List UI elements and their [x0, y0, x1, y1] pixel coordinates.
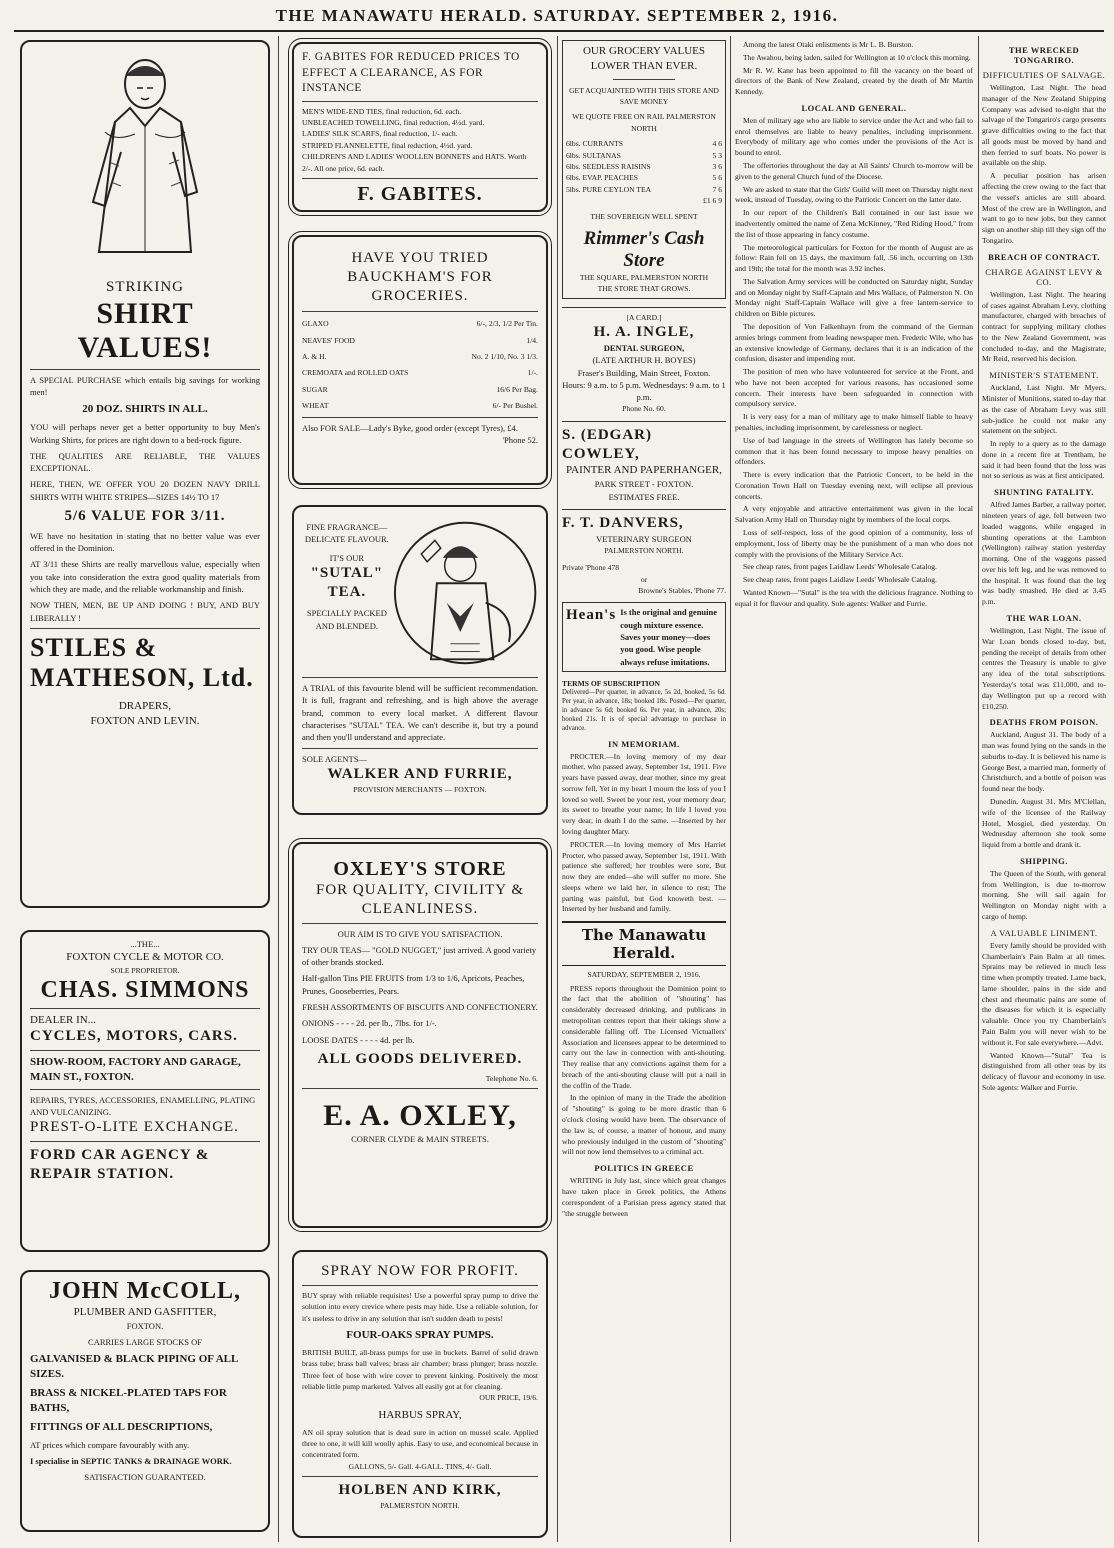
proprietor-name: CHAS. SIMMONS [40, 976, 250, 1003]
news-paragraph: The offertories throughout the day at All Saints' Church to-morrow will be given to the general Church fund of the Diocese. [735, 161, 973, 181]
item-price: 6/-, 2/3, 1/2 Per Tin. [476, 319, 538, 329]
sale-note: Also FOR SALE—Lady's Byke, good order (except Tyres), £4. [302, 422, 518, 433]
item-price: 3 6 [712, 162, 722, 172]
bauckham-groceries-ad [292, 235, 548, 485]
agents-firm: WALKER AND FURRIE, [327, 765, 513, 782]
grocery-get-text: GET ACQUAINTED WITH THIS STORE AND SAVE MONEY [569, 85, 719, 107]
drapers-label: DRAPERS, [118, 700, 172, 713]
firm-name: STILES & [30, 633, 158, 663]
ingle-address: Fraser's Building, Main Street, Foxton. [577, 367, 711, 378]
goods-label: CYCLES, MOTORS, CARS. [30, 1028, 238, 1045]
oxley-address: CORNER CLYDE & MAIN STREETS. [351, 1134, 489, 1145]
news-heading: THE WAR LOAN. [1006, 613, 1082, 624]
terms-body: Delivered—Per quarter, in advance, 5s 2d, booked, 5s 6d. Per year, in advance, 18s; booked 18s. Posted—Per quarter, in advance 5s 6d; booked 6s. Per year, in advance, 20s; booked 21s. It is of special advantage to purchase in advance. [562, 689, 726, 732]
plumber-name: JOHN McCOLL, [49, 1278, 241, 1304]
gallons-price: GALLONS, 5/- Gall. 4-GALL. TINS, 4/- Gall. [348, 1461, 492, 1471]
body-text: WE have no hesitation in stating that no better value was ever offered in the Dominion. [30, 530, 260, 554]
firm-name: MATHESON, Ltd. [30, 663, 254, 693]
news-paragraph: Auckland, Last Night. Mr Myers, Minister of Munitions, stated to-day that as the case of Abraham Levy was still sub-judice he could not make any statement on the subject. [982, 383, 1106, 436]
list-item [302, 384, 538, 395]
danvers-town: PALMERSTON NORTH. [604, 545, 684, 555]
editorial-paragraph: PRESS reports throughout the Dominion point to the fact that the abolition of "shouting" has considerably decreased drinking, and publicans in metropolitan centres report that their takings show a considerable falling off. The Licensed Victuallers' Association and licensees appear to be determined to carry out the law in connection with anti-shouting. They realise that any convictions against them for a breach of the anti-shouting clause will put a nail in the coffin of the Trade. [562, 983, 726, 1090]
news-subheading: MINISTER'S STATEMENT. [989, 370, 1099, 381]
column-rule [557, 36, 558, 1542]
town-label: FOXTON. [126, 1320, 164, 1331]
spray-pump-ad [292, 1250, 548, 1538]
masthead: THE MANAWATU HERALD. SATURDAY. SEPTEMBER 2, 1916. [275, 6, 839, 25]
danvers-phone: Private 'Phone 478 [562, 563, 620, 573]
item-name: 6lbs. SEEDLESS RAISINS [566, 162, 651, 172]
news-paragraph: The Queen of the South, with general from Wellington, is due to-morrow morning. She will sail again for Wellington on Monday night with a cargo of hemp. [982, 868, 1106, 921]
news-paragraph: The Awahou, being laden, sailed for Wellington at 10 o'clock this morning. [743, 52, 971, 62]
towns-label: FOXTON AND LEVIN. [90, 714, 200, 727]
news-paragraph: In reply to a query as to the damage done in a recent fire at Trentham, he said it had been found that the loss was not so serious as was at first anticipated. [982, 439, 1106, 481]
danvers-name: F. T. DANVERS, [562, 514, 684, 531]
list-item [302, 367, 538, 378]
sutal-tea-ad [292, 505, 548, 815]
local-general-heading: LOCAL AND GENERAL. [801, 102, 907, 113]
packed-text: SPECIALLY PACKED AND BLENDED. [306, 608, 387, 631]
list-item [302, 318, 538, 329]
terms-heading: TERMS OF SUBSCRIPTION [562, 679, 661, 689]
item-name: A. & H. [302, 352, 327, 362]
news-paragraph: The position of men who have volunteered for service at the Front, and who have not been accepted for various reasons, has occasioned some concern. Their interests have been safeguarded in connection with compulsory service. [735, 367, 973, 409]
oxley-headline: OXLEY'S STORE [333, 858, 507, 880]
sovereign-text: THE SOVEREIGN WELL SPENT [590, 211, 698, 221]
item-price: No. 2 1/10, No. 3 1/3. [471, 352, 538, 362]
cowley-address: PARK STREET - FOXTON. [594, 479, 694, 490]
list-item: MEN'S WIDE-END TIES, final reduction, 6d. each. [302, 106, 462, 116]
item-price: 5 3 [712, 150, 722, 160]
hean-text: Is the original and genuine cough mixture essence. Saves your money—does you good. Wise people always refuse imitations. [620, 607, 718, 667]
tea-herald-illustration [392, 513, 538, 673]
list-item [566, 184, 722, 195]
news-paragraph: Dunedin, August 31. Mrs M'Clellan, wife of the licensee of the Railway Hotel, Mosgiel, died yesterday. On Wednesday afternoon she took some liquid from a bottle and drank it. [982, 796, 1106, 850]
news-subheading: A VALUABLE LINIMENT. [990, 927, 1098, 938]
masthead-rule [14, 30, 1104, 32]
item-price: 5 6 [712, 173, 722, 183]
grocery-quote-text: WE QUOTE FREE ON RAIL PALMERSTON NORTH [572, 112, 716, 133]
list-item [566, 161, 722, 172]
news-paragraph: Every family should be provided with Chamberlain's Pain Balm at all times. Sprains may be relieved in much less time when promptly treated. Lame back, lame shoulder, pains in the side and chest and rheumatic pains are some of the diseases for which it is especially valuable. Once you try Chamberlain's Pain Balm you will never wish to be without it. For sale everywhere.—Advt. [982, 940, 1106, 1047]
grocery-total: £1 6 9 [703, 196, 722, 206]
list-item [302, 400, 538, 411]
sutal-tea-name: "SUTAL" TEA. [310, 564, 384, 600]
column-rule [978, 36, 979, 1542]
list-item: LADIES' SILK SCARFS, final reduction, 1/- each. [302, 129, 458, 139]
teas-text: TRY OUR TEAS— "GOLD NUGGET," just arrived. A good variety of other brands stocked. [302, 944, 537, 968]
news-paragraph: Alfred James Barber, a railway porter, nineteen years of age, fell between two loaded waggons, while engaged in shunting operations at the Lambton (Wellington) railway station yesterday morning. One of the waggons passed over his left leg, and he was removed to the hospital. It was found that the leg was badly smashed. He died at 3.45 p.m. [982, 500, 1106, 607]
holben-kirk-town: PALMERSTON NORTH. [380, 1500, 460, 1510]
column-4 [735, 40, 973, 1540]
column-rule [278, 36, 279, 1542]
editorial-paragraph: In the opinion of many in the Trade the abolition of "shouting" is going to be more drastic than 6 o'clock closing would have been. The observance of the law is, of course, a matter of honour, and many who previously indulged in the custom of "shouting" will not now lend themselves to a criminal act. [562, 1093, 726, 1157]
cowley-estimates: ESTIMATES FREE. [608, 491, 680, 502]
gabites-headline: F. GABITES FOR REDUCED PRICES TO EFFECT A CLEARANCE, AS FOR INSTANCE [302, 51, 520, 95]
paper-date: SATURDAY, SEPTEMBER 2, 1916. [587, 970, 701, 980]
list-item [566, 138, 722, 149]
danvers-or: or [640, 574, 648, 584]
ingle-name: H. A. INGLE, [593, 324, 695, 341]
news-paragraph: Loss of self-respect, loss of the good opinion of a community, loss of employment, loss of liberty may be the punishment of a man who does not comply with the provisions of the Military Service Act. [735, 528, 973, 559]
news-paragraph: Wellington, Last Night. The hearing of cases against Abraham Levy, clothing manufacturer, charged with breaches of contract for supplying military clothes to the New Zealand Government, was concluded to-day, and the Magistrate, Mr Reid, reserved his decision. [982, 289, 1106, 364]
mccoll-plumber-ad [20, 1270, 270, 1532]
hean-brand: Hean's [566, 607, 617, 624]
fresh-text: FRESH ASSORTMENTS OF BISCUITS AND CONFECTIONERY. [302, 1002, 538, 1013]
man-in-shirt-illustration [85, 52, 205, 272]
specialise-note: I specialise in SEPTIC TANKS & DRAINAGE WORK. [30, 1456, 232, 1466]
item-name: CREMOATA and ROLLED OATS [302, 368, 409, 378]
spray-body: BUY spray with reliable requisites! Use a powerful spray pump to drive the solution into every crevice where pests may hide. Use a reliable solution, for it's useless to drive in any solution that isn't sudden death to pests! [302, 1290, 538, 1323]
item-name: WHEAT [302, 401, 329, 411]
carries-text: CARRIES LARGE STOCKS OF [88, 1337, 202, 1348]
grocery-headline: OUR GROCERY VALUES LOWER THAN EVER. [582, 45, 706, 72]
rimmers-slogan: THE STORE THAT GROWS. [597, 284, 691, 294]
column-3 [562, 40, 726, 1221]
pie-text: Half-gallon Tins PIE FRUITS from 1/3 to 1/6, Apricots, Peaches, Prunes, Gooseberries, Pears. [302, 973, 525, 996]
spray-body: AN oil spray solution that is dead sure in action on mussel scale. Applied three to one, it will kill woolly aphis. Easy to use, and economical because in concentrated form. [302, 1427, 538, 1460]
news-heading: DEATHS FROM POISON. [989, 717, 1099, 728]
memoriam-notice: PROCTER.—In loving memory of Mrs Harriet Procter, who passed away, September 1st, 1911. With patience she suffered; her troubles were sore, But now they are ended—she will suffer no more. She sleeps where we laid her, in silence to rest; The parting was painful, but God knoweth best. —Inserted by her husband and family. [562, 839, 726, 914]
spray-body: BRITISH BUILT, all-brass pumps for use in buckets. Barrel of solid drawn brass tube; brass ball valves; brass air chamber; brass plunger; brass nozzle. Three feet of hose with wire cover to prevent kinking. Positively the most reliable little pump marketed. Valves all easily got at for cleaning. [302, 1347, 538, 1391]
body-text: AT 3/11 these Shirts are really marvellous value, especially when you take into consideration the extra good quality materials from which they are made, and the reliable workmanship and finish. [30, 559, 260, 595]
oxley-name: E. A. OXLEY, [323, 1099, 517, 1133]
harbus-heading: HARBUS SPRAY, [378, 1408, 462, 1421]
phone-note: 'Phone 52. [502, 434, 538, 445]
spray-headline: SPRAY NOW FOR PROFIT. [321, 1263, 519, 1279]
rimmers-logo: Rimmer's Cash Store [583, 227, 705, 271]
body-text: NOW THEN, MEN, BE UP AND DOING ! BUY, AND BUY LIBERALLY ! [30, 600, 260, 623]
trade-label: PLUMBER AND GASFITTER, [73, 1306, 217, 1318]
guarantee-note: SATISFACTION GUARANTEED. [84, 1472, 206, 1483]
card-label: [A CARD.] [626, 312, 662, 322]
danvers-phone: Browne's Stables, 'Phone 77. [638, 586, 726, 596]
bauckham-headline: HAVE YOU TRIED BAUCKHAM'S FOR GROCERIES. [347, 250, 493, 304]
news-paragraph: The Salvation Army services will be conducted on Saturday night, Sunday and on Monday night by Staff-Captain and Mrs Wallace, of Palmerston N. On Monday night Staff-Captain Wallace will give a free lantern-service to children on Bible pictures. [735, 276, 973, 319]
price-note: AT prices which compare favourably with any. [30, 1439, 190, 1450]
item-name: GLAXO [302, 319, 329, 329]
news-subheading: DIFFICULTIES OF SALVAGE. [982, 70, 1106, 80]
sutal-body: A TRIAL of this favourite blend will be sufficient recommendation. It is full, fragrant and refreshing, and is high above the average brand, common to every local market. A different flavour characterises "SUTAL" TEA. We can't describe it, but try a pound and then you'll understand and appreciate. [302, 683, 538, 743]
item-name: SUGAR [302, 384, 328, 394]
cowley-name: S. (EDGAR) COWLEY, [562, 426, 653, 462]
news-heading: SHIPPING. [1020, 855, 1068, 866]
showroom-text: SHOW-ROOM, FACTORY AND GARAGE, MAIN ST., FOXTON. [30, 1056, 241, 1083]
sole-proprietor-label: SOLE PROPRIETOR. [110, 966, 180, 976]
memoriam-heading: IN MEMORIAM. [608, 738, 680, 749]
column-5 [982, 40, 1106, 1540]
news-paragraph: See cheap rates, front pages Laidlaw Leeds' Wholesale Catalog. [743, 575, 937, 585]
ford-agency-text: FORD CAR AGENCY & REPAIR STATION. [30, 1147, 210, 1182]
news-paragraph: Wanted Known—"Sutal" is the tea with the delicious fragrance. Nothing to equal it for flavour and quality. Sole agents: Walker and Furrie. [735, 587, 973, 608]
dealer-label: DEALER IN... [30, 1013, 96, 1026]
four-oaks-heading: FOUR-OAKS SPRAY PUMPS. [346, 1328, 494, 1341]
item-name: 6lbs. CURRANTS [566, 139, 623, 149]
list-item: CHILDREN'S AND LADIES' WOOLLEN BONNETS and HATS. Worth 2/-. All one price, 6d. each. [302, 152, 527, 173]
memoriam-notice: PROCTER.—In loving memory of my dear mother, who passed away, September 1st, 1911. Five years have passed away, dear mother, since my great sorrow fell, Yet in my heart I mourn the loss of you I loved so well. Sweet be your rest, your memory dear; its sweet to breathe your name; In life I loved you very dear, in death I do the same. —Inserted by her loving daughter Mary. [562, 751, 726, 837]
list-item [302, 351, 538, 362]
column-rule [730, 36, 731, 1542]
news-paragraph: The meteorological particulars for Foxton for the month of August are as follow: Rain fell on 15 days, the maximum fall, .56 inch, occurring on 13th and 19th; the total for the month was 3.92 inches. [735, 242, 973, 274]
news-paragraph: Men of military age who are liable to service under the Act and who fail to enrol themselves are liable to heavy penalties, including imprisonment. Everybody of military age who comes under the provisions of the Act is bound to enrol. [735, 115, 973, 158]
politics-heading: POLITICS IN GREECE [594, 1163, 694, 1174]
item-name: 6lbs. EVAP. PEACHES [566, 173, 639, 183]
delivered-text: ALL GOODS DELIVERED. [317, 1051, 523, 1067]
news-paragraph: Wanted Known—"Sutal" Tea is distinguished from all other teas by its delicacy of flavour and economy in use. Sole agents: Walker and Furrie. [982, 1050, 1106, 1092]
news-paragraph: A peculiar position has arisen affecting the crew owing to the fact that the vessel's articles are still aboard. Most of the crew are in Wellington, and want to go to new jobs, but they cannot sign on another ship till they sign off the Tongariro. [982, 171, 1106, 245]
item-price: 6/- Per Bushel. [492, 401, 538, 411]
value-price-text: 5/6 VALUE FOR 3/11. [64, 508, 226, 525]
list-item [302, 335, 538, 346]
news-heading: THE WRECKED TONGARIRO. [1008, 45, 1080, 65]
item-price: 7 6 [712, 184, 722, 194]
body-text: HERE, THEN, WE OFFER YOU 20 DOZEN NAVY DRILL SHIRTS WITH WHITE STRIPES—SIZES 14½ TO 17 [30, 479, 260, 502]
striking-label: STRIKING [106, 279, 184, 295]
item-name: 6lbs. SULTANAS [566, 150, 621, 160]
telephone-text: Telephone No. 6. [485, 1073, 538, 1083]
dates-text: LOOSE DATES - - - - 4d. per lb. [302, 1034, 415, 1045]
item-name: 5lbs. PURE CEYLON TEA [566, 184, 652, 194]
news-paragraph: Auckland, August 31. The body of a man was found lying on the sands in the suburbs to-day. It is believed his name is George Best, a married man, formerly of Christchurch, and a bottle of poison was found near the body. [982, 730, 1106, 794]
body-text: THE QUALITIES ARE RELIABLE, THE VALUES EXCEPTIONAL. [30, 450, 260, 474]
news-subheading: CHARGE AGAINST LEVY & CO. [985, 266, 1103, 287]
rimmers-address: THE SQUARE, PALMERSTON NORTH [579, 272, 709, 282]
shirt-values-headline: SHIRT VALUES! [77, 296, 213, 364]
news-paragraph: It is very easy for a man of military age to make himself liable to heavy penalties, including imprisonment, by carelessness or neglect. [735, 412, 973, 432]
item-price: 1/4. [526, 335, 538, 345]
list-item: UNBLEACHED TOWELLING, final reduction, 4½d. yard. [302, 117, 485, 127]
news-paragraph: In our report of the Children's Ball contained in our last issue we inadvertently omitted the name of Zena McKinney, "Red Riding Hood," from the list of those appearing in fancy costume. [735, 208, 973, 239]
aim-text: OUR AIM IS TO GIVE YOU SATISFACTION. [337, 928, 503, 939]
news-paragraph: There is every indication that the Patriotic Concert, to be held in the Coronation Town Hall on Tuesday evening next, will eclipse all previous concerts. [735, 470, 973, 501]
fragrance-text: FINE FRAGRANCE—DELICATE FLAVOUR. [304, 522, 389, 545]
news-paragraph: Wellington, Last Night. The issue of War Loan bonds closed to-day, but, pending the receipt of details from other centres the Treasury is unable to give any idea of the total subscriptions. Yesterday's total was £11,000, and to-day Wellington put up a record with £10,250. [982, 626, 1106, 711]
stock-line: FITTINGS OF ALL DESCRIPTIONS, [30, 1420, 213, 1433]
news-paragraph: Use of bad language in the streets of Wellington has lately become so common that it has been found necessary to impose heavy penalties on offenders. [735, 435, 973, 467]
item-price: 4 6 [712, 139, 722, 149]
ingle-late: (LATE ARTHUR H. BOYES) [592, 355, 696, 366]
dozen-shirts-text: 20 DOZ. SHIRTS IN ALL. [82, 403, 208, 416]
danvers-title: VETERINARY SURGEON [596, 533, 692, 544]
spray-price: OUR PRICE, 19/6. [479, 1393, 538, 1403]
company-name: FOXTON CYCLE & MOTOR CO. [66, 951, 224, 964]
ingle-hours: Hours: 9 a.m. to 5 p.m. Wednesdays: 9 a.m. to 1 p.m. [562, 379, 726, 403]
news-heading: BREACH OF CONTRACT. [988, 251, 1100, 262]
holben-kirk-name: HOLBEN AND KIRK, [338, 1482, 502, 1499]
news-paragraph: Among the latest Otaki enlistments is Mr L. B. Burston. [743, 40, 914, 49]
item-price: 1/-. [527, 368, 538, 378]
stock-line: BRASS & NICKEL-PLATED TAPS FOR BATHS, [30, 1387, 227, 1414]
news-paragraph: A very enjoyable and attractive entertainment was given in the local Salvation Army Hall on Thursday night by members of the local corps. [735, 504, 973, 525]
onions-text: ONIONS - - - - 2d. per lb., 7lbs. for 1/-. [302, 1018, 437, 1029]
news-paragraph: We are asked to state that the Girls' Guild will meet on Thursday night next week, instead of Tuesday, owing to the Patriotic Concert on the latter date. [735, 184, 973, 205]
news-paragraph: See cheap rates, front pages Laidlaw Leeds' Wholesale Catalog. [743, 562, 937, 572]
item-name: NEAVES' FOOD [302, 335, 355, 345]
item-price: 16/6 Per Bag. [496, 384, 538, 394]
news-paragraph: Wellington, Last Night. The head manager of the New Zealand Shipping Company was advised to-night that the salvage of the Tongariro's cargo presents grave difficulties owing to the fact that all goods must be moved by hand and then ferried to surf boats. No power is available on the ship. [982, 83, 1106, 168]
paper-title: The Manawatu Herald. [562, 921, 726, 966]
news-paragraph: The deposition of Von Falkenhayn from the command of the German armies brings comment from leading newspaper men. Frederic Wile, who has an extensive knowledge of Germany, declares that it is an indication of the confusion, disaster and impending rout. [735, 321, 973, 364]
gabites-name: F. GABITES. [357, 182, 483, 205]
oxley-subhead: FOR QUALITY, CIVILITY & CLEANLINESS. [316, 882, 524, 917]
news-paragraph: Mr R. W. Kane has been appointed to fill the vacancy on the board of directors of the Bank of New Zealand, created by the death of Mr Martin Kennedy. [735, 65, 973, 97]
ingle-title: DENTAL SURGEON, [603, 342, 685, 353]
prest-o-lite-text: PREST-O-LITE EXCHANGE. [30, 1119, 239, 1136]
list-item: STRIPED FLANNELETTE, final reduction, 4½d. yard. [302, 140, 473, 150]
shirt-values-ad [20, 40, 270, 908]
editorial-paragraph: WRITING in July last, since which great changes have taken place in Greek politics, the Athens correspondent of a Parisian press agency stated that "the struggle between [562, 1176, 726, 1218]
stock-line: GALVANISED & BLACK PIPING OF ALL SIZES. [30, 1353, 238, 1381]
special-purchase-text: A SPECIAL PURCHASE which entails big savings for working men! [30, 374, 260, 398]
cowley-trade: PAINTER AND PAPERHANGER, [566, 464, 722, 477]
agents-label: SOLE AGENTS— [302, 753, 367, 764]
gabites-ad [292, 42, 548, 212]
repairs-text: REPAIRS, TYRES, ACCESSORIES, ENAMELLING, PLATING AND VULCANIZING. [30, 1094, 256, 1118]
list-item [566, 150, 722, 161]
cycle-motor-ad [20, 930, 270, 1252]
list-item [566, 172, 722, 183]
oxley-store-ad [292, 842, 548, 1228]
its-our-text: IT'S OUR [329, 552, 365, 563]
merchants-label: PROVISION MERCHANTS — FOXTON. [353, 784, 487, 794]
ingle-phone: Phone No. 60. [622, 404, 666, 414]
body-text: YOU will perhaps never get a better opportunity to buy Men's Working Shirts, for prices are right down to a bed-rock figure. [30, 422, 260, 445]
the-label: ...THE... [130, 939, 160, 949]
news-heading: SHUNTING FATALITY. [994, 487, 1094, 498]
